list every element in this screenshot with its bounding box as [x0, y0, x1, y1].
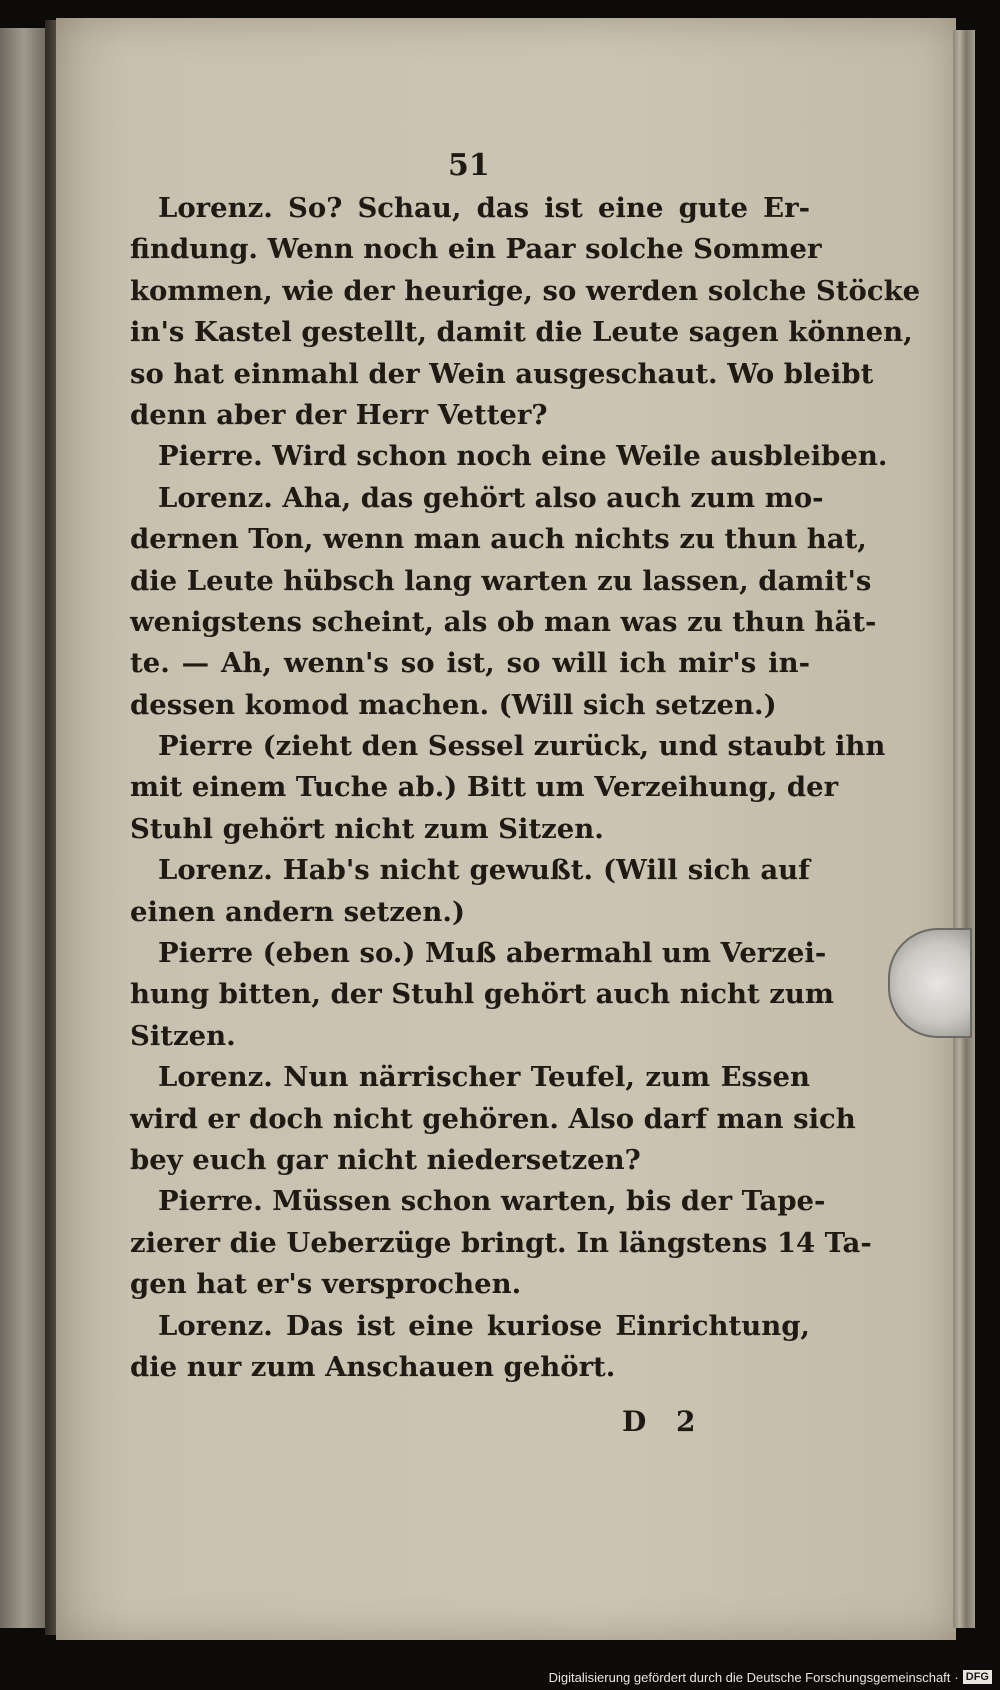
digitization-footer	[549, 1666, 992, 1688]
adjacent-page-edge	[0, 28, 48, 1628]
text-line: in's Kastel gestellt, damit die Leute sagen können,	[130, 316, 913, 349]
printer-signature: D 2	[622, 1405, 706, 1438]
footer-separator: ·	[954, 1669, 959, 1685]
text-line: Pierre. Wird schon noch eine Weile ausbleiben.	[158, 440, 888, 473]
page-text	[130, 188, 921, 1388]
text-line: denn aber der Herr Vetter?	[130, 398, 548, 431]
page-stack-edge	[953, 30, 975, 1628]
text-line: bey euch gar nicht niedersetzen?	[130, 1143, 641, 1176]
text-line: kommen, wie der heurige, so werden solche Stöcke	[130, 274, 921, 307]
text-line: Stuhl gehört nicht zum Sitzen.	[130, 812, 604, 845]
text-line: Lorenz. So? Schau, das ist eine gute Er‑	[158, 192, 810, 224]
text-line: Lorenz. Hab's nicht gewußt. (Will sich auf	[158, 854, 810, 887]
thumb-index-tab	[888, 928, 972, 1038]
text-line: dernen Ton, wenn man auch nichts zu thun hat,	[130, 523, 867, 556]
text-line: wenigstens scheint, als ob man was zu thun hät‑	[130, 605, 877, 638]
text-line: so hat einmahl der Wein ausgeschaut. Wo bleibt	[130, 357, 874, 390]
text-line: zierer die Ueberzüge bringt. In längstens 14 Ta‑	[130, 1226, 872, 1259]
text-line: hung bitten, der Stuhl gehört auch nicht zum	[130, 978, 834, 1011]
text-line: Pierre. Müssen schon warten, bis der Tape‑	[158, 1185, 826, 1218]
text-line: einen andern setzen.)	[130, 895, 465, 928]
dfg-logo: DFG	[963, 1670, 992, 1684]
footer-credit: Digitalisierung gefördert durch die Deutsche Forschungsgemeinschaft	[548, 1669, 951, 1685]
text-line: gen hat er's versprochen.	[130, 1268, 522, 1301]
text-line: findung. Wenn noch ein Paar solche Sommer	[130, 233, 822, 266]
text-line: Pierre (eben so.) Muß abermahl um Verzei‑	[158, 937, 827, 970]
text-line: Pierre (zieht den Sessel zurück, und staubt ihn	[158, 730, 886, 763]
text-line: Sitzen.	[130, 1019, 236, 1052]
text-line: wird er doch nicht gehören. Also darf man sich	[130, 1102, 856, 1135]
text-line: Lorenz. Aha, das gehört also auch zum mo‑	[158, 481, 824, 514]
text-line: te. — Ah, wenn's so ist, so will ich mir's in‑	[130, 647, 810, 680]
text-line: die nur zum Anschauen gehört.	[130, 1350, 616, 1383]
text-line: Lorenz. Nun närrischer Teufel, zum Essen	[158, 1061, 810, 1094]
page-number: 51	[448, 148, 490, 183]
text-line: die Leute hübsch lang warten zu lassen, damit's	[130, 564, 872, 597]
text-line: dessen komod machen. (Will sich setzen.)	[130, 688, 777, 721]
text-line: Lorenz. Das ist eine kuriose Einrichtung,	[158, 1309, 810, 1342]
text-line: mit einem Tuche ab.) Bitt um Verzeihung, der	[130, 771, 839, 804]
